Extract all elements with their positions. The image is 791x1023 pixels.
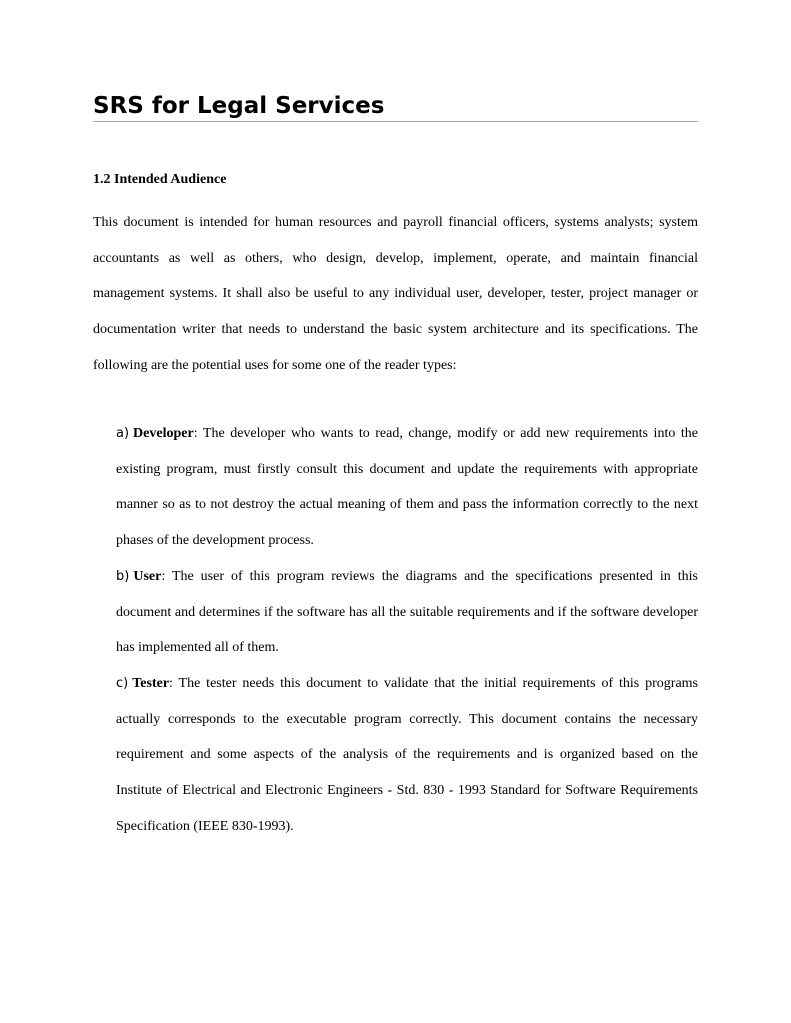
reader-type-list — [116, 416, 698, 844]
list-marker: b) — [116, 568, 130, 584]
reader-type-term: Tester — [132, 675, 170, 691]
document-title: SRS for Legal Services — [93, 91, 698, 122]
reader-type-term: User — [133, 568, 162, 584]
reader-type-item-developer — [116, 416, 698, 559]
term-separator: : — [169, 675, 173, 691]
section-heading: 1.2 Intended Audience — [93, 172, 227, 187]
reader-type-description: The tester needs this document to validate that the initial requirements of this programs actually corresponds to the executable program correctly. This document contains the necessary requirement and some aspects of the analysis of the requirements and is organized based on the Institute of Electrical and Electronic Engineers - Std. 830 - 1993 Standard for Software Requirements Specification (IEEE 830-1993). — [116, 675, 698, 834]
reader-type-item-tester — [116, 666, 698, 845]
intro-paragraph: This document is intended for human resources and payroll financial officers, systems analysts; system accountants as well as others, who design, develop, implement, operate, and maintain financial management systems. It shall also be useful to any individual user, developer, tester, project manager or documentation writer that needs to understand the basic system architecture and its specifications. The following are the potential uses for some one of the reader types: — [93, 215, 698, 373]
reader-type-description: The developer who wants to read, change, modify or add new requirements into the existing program, must firstly consult this document and update the requirements with appropriate manner so as to not destroy the actual meaning of them and pass the information correctly to the next phases of the development process. — [116, 426, 698, 549]
reader-type-term: Developer — [133, 426, 194, 441]
reader-type-item-user — [116, 559, 698, 666]
list-marker: c) — [116, 675, 129, 691]
term-separator: : — [161, 568, 166, 584]
list-marker: a) — [116, 426, 130, 441]
term-separator: : — [193, 426, 198, 441]
reader-type-description: The user of this program reviews the diagrams and the specifications presented in this document and determines if the software has all the suitable requirements and if the software developer has implemented all of them. — [116, 568, 698, 656]
